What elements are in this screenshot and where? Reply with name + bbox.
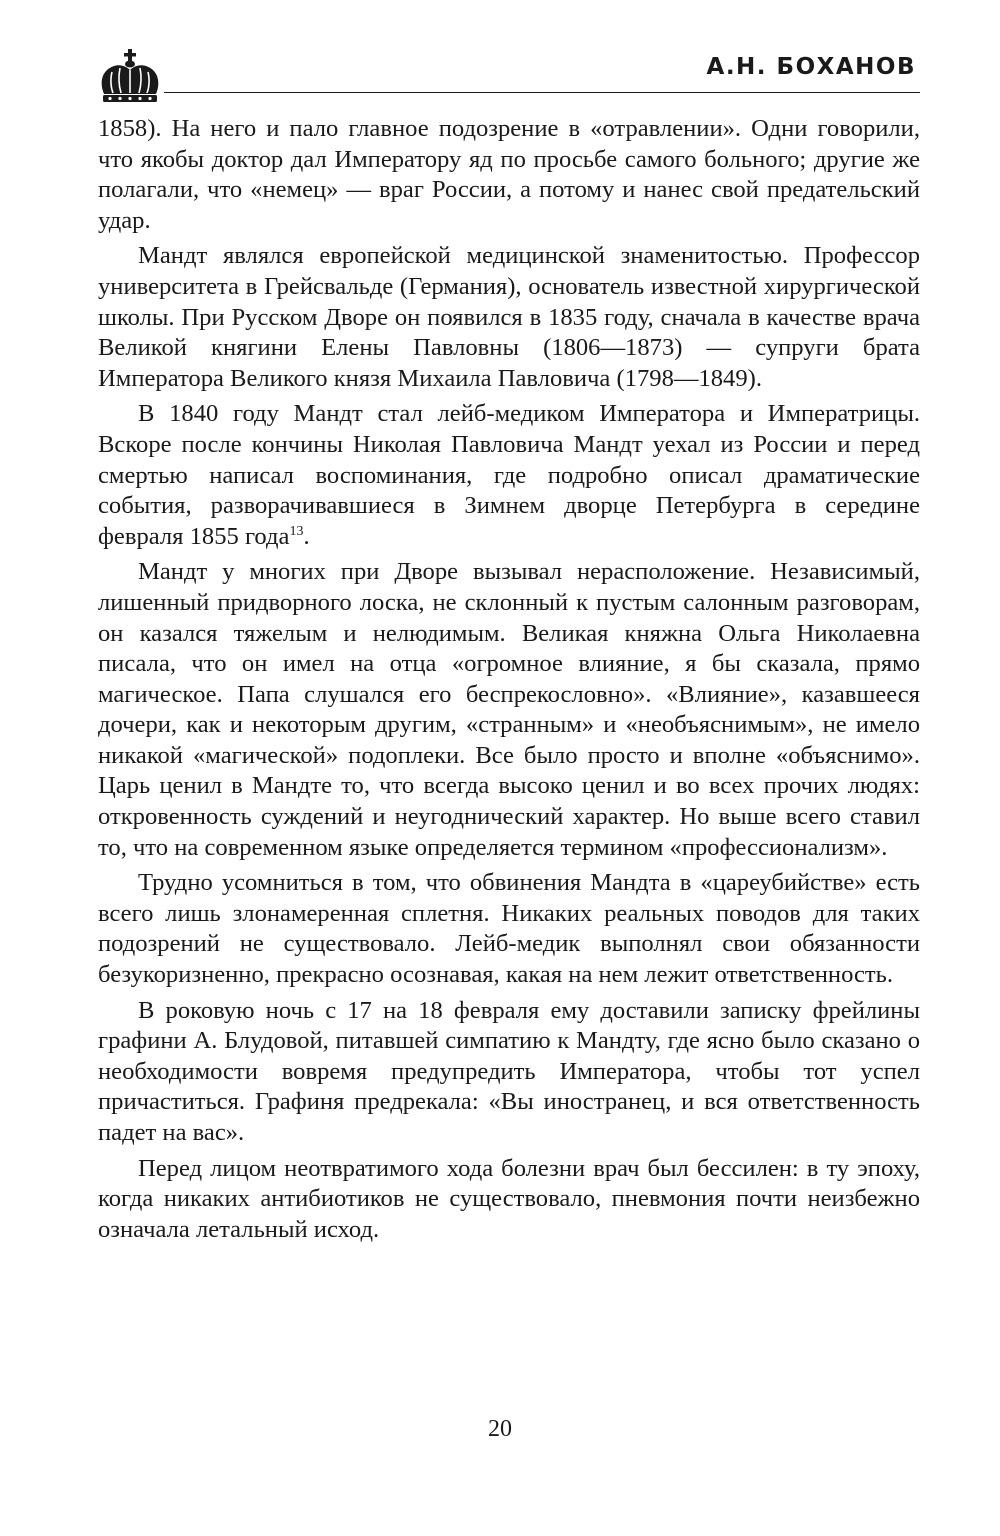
header-rule	[164, 92, 920, 93]
paragraph: Трудно усомниться в том, что обвинения Мандта в «цареубийстве» есть всего лишь злонамеренная сплетня. Никаких реальных поводов для таких подозрений не существовало. Лейб-медик выполнял свои обязанности безукоризненно, прекрасно осознавая, какая на нем лежит ответственность.	[98, 869, 920, 989]
footnote-reference[interactable]: 13	[289, 523, 304, 539]
paragraph: Мандт являлся европейской медицинской знаменитостью. Профессор университета в Грейсвальде (Германия), основатель известной хирургической школы. При Русском Дворе он появился в 1835 году, сначала в качестве врача Великой княгини Елены Павловны (1806—1873) — супруги брата Императора Великого князя Михаила Павловича (1798—1849).	[98, 242, 920, 392]
paragraph	[98, 399, 920, 552]
running-header-author: А.Н. БОХАНОВ	[706, 54, 916, 80]
paragraph-end-punctuation: .	[303, 522, 310, 550]
page-number: 20	[488, 1416, 512, 1442]
paragraph: Мандт у многих при Дворе вызывал нерасположение. Независимый, лишенный придворного лоска, не склонный к пустым салонным разговорам, он казался тяжелым и нелюдимым. Великая княжна Ольга Николаевна писала, что он имел на отца «огромное влияние, я бы сказала, прямо магическое. Папа слушался его беспрекословно». «Влияние», казавшееся дочери, как и некоторым другим, «странным» и «необъяснимым», не имело никакой «магической» подоплеки. Все было просто и вполне «объяснимо». Царь ценил в Мандте то, что всегда высоко ценил и во всех прочих людях: откровенность суждений и неугоднический характер. Но выше всего ставил то, что на современном языке определяется термином «профессионализм».	[98, 558, 920, 861]
crown-icon	[98, 48, 162, 104]
paragraph: 1858). На него и пало главное подозрение в «отравлении». Одни говорили, что якобы доктор дал Императору яд по просьбе самого больного; другие же полагали, что «немец» — враг России, а потому и нанес свой предательский удар.	[98, 115, 920, 234]
paragraph: Перед лицом неотвратимого хода болезни врач был бессилен: в ту эпоху, когда никаких антибиотиков не существовало, пневмония почти неизбежно означала летальный исход.	[98, 1154, 920, 1243]
paragraph: В роковую ночь с 17 на 18 февраля ему доставили записку фрейлины графини А. Блудовой, питавшей симпатию к Мандту, где ясно было сказано о необходимости вовремя предупредить Императора, чтобы тот успел причаститься. Графиня предрекала: «Вы иностранец, и вся ответственность падет на вас».	[98, 996, 920, 1146]
running-header	[98, 48, 920, 108]
paragraph-text: В 1840 году Мандт стал лейб-медиком Императора и Императрицы. Вскоре после кончины Николая Павловича Мандт уехал из России и перед смертью написал воспоминания, где подробно описал драматические события, разворачивавшиеся в Зимнем дворце Петербурга в середине февраля 1855 года	[98, 400, 920, 550]
body-text	[98, 114, 920, 1250]
